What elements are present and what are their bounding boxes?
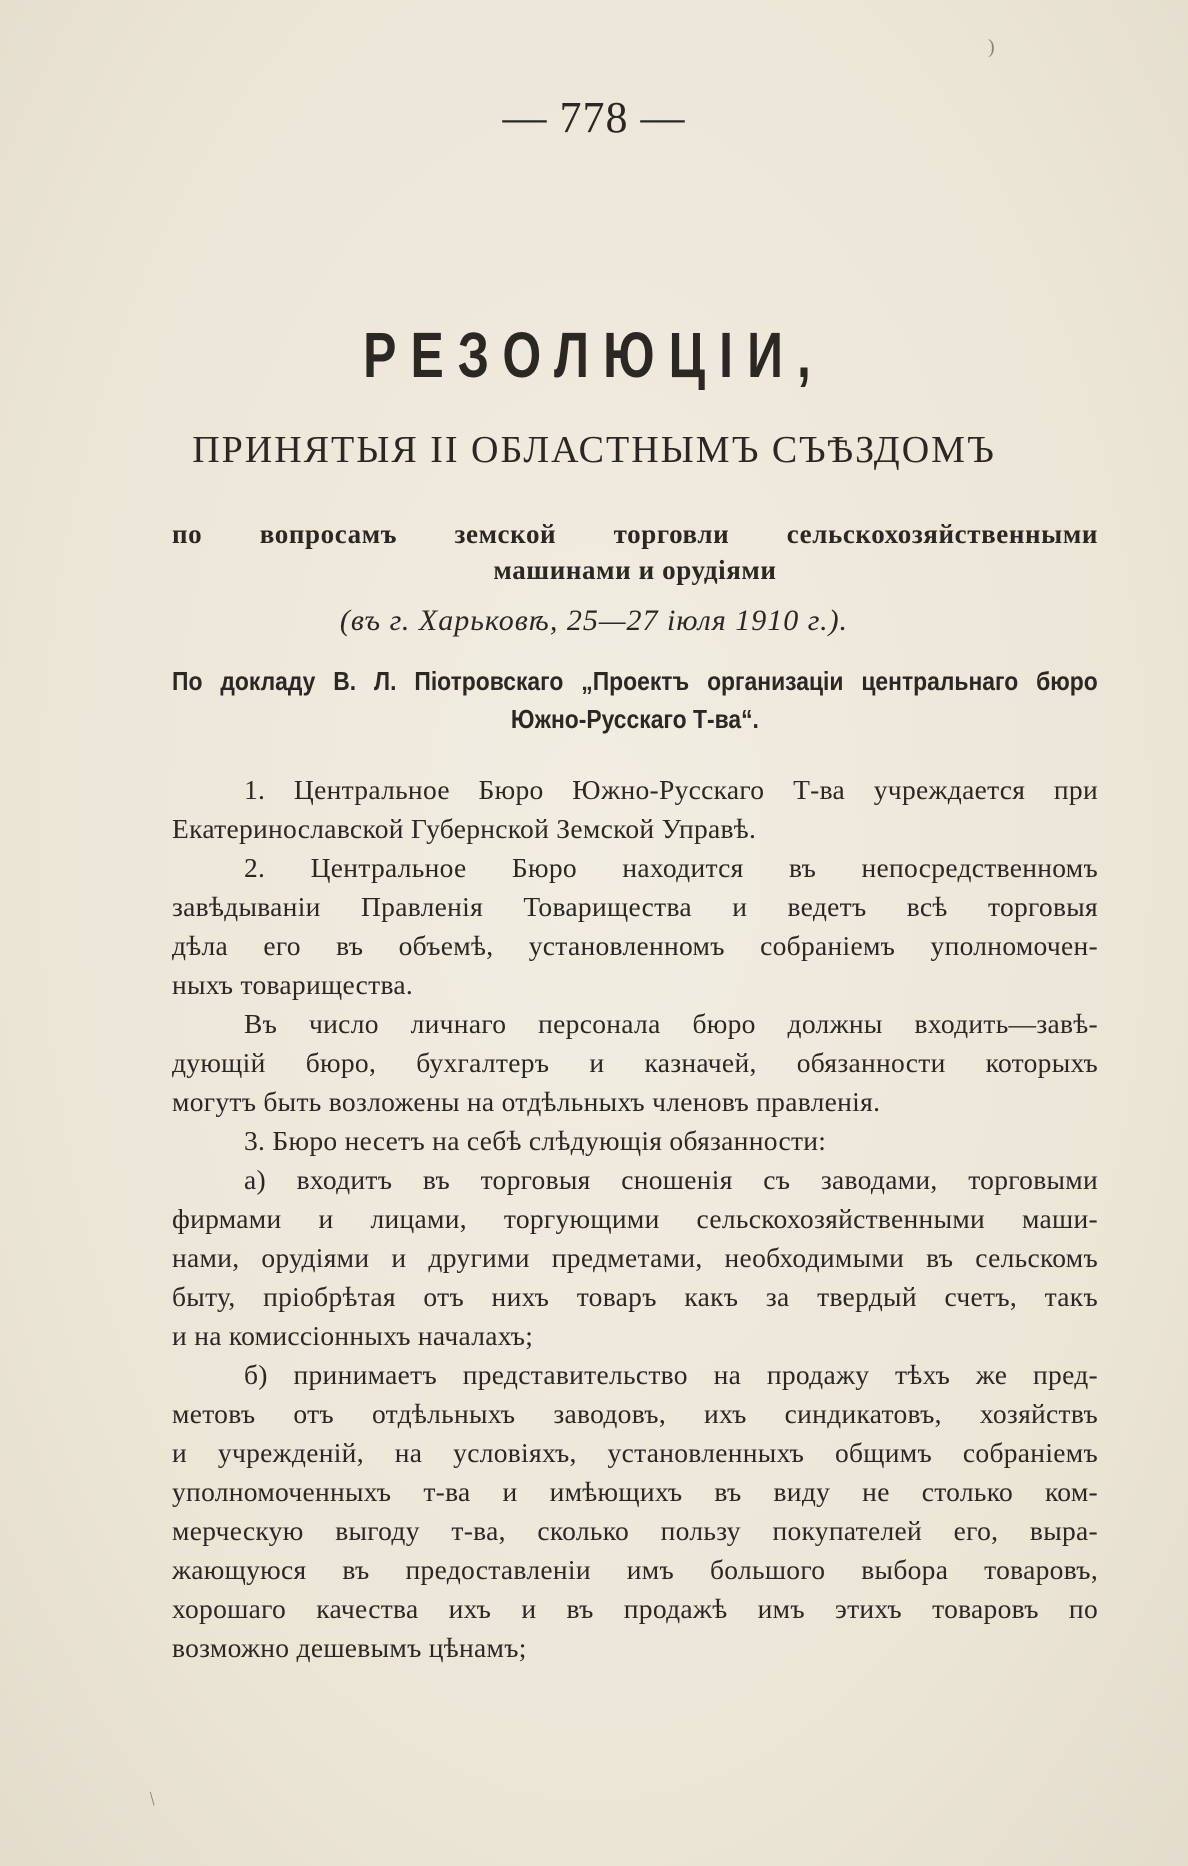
- text-line: 1. Центральное Бюро Южно-Русскаго Т-ва учреждается при: [244, 774, 1098, 805]
- topic-heading: [172, 516, 1098, 588]
- text-line: быту, пріобрѣтая отъ нихъ товаръ какъ за твердый счетъ, такъ: [172, 1281, 1098, 1312]
- page-subtitle: ПРИНЯТЫЯ II ОБЛАСТНЫМЪ СЪѢЗДОМЪ: [192, 429, 996, 471]
- report-heading: [172, 662, 1098, 738]
- place-date: (въ г. Харьковѣ, 25—27 іюля 1910 г.).: [339, 604, 849, 637]
- text-line: 3. Бюро несетъ на себѣ слѣдующія обязанности:: [244, 1125, 827, 1156]
- text-line: б) принимаетъ представительство на продажу тѣхъ же пред-: [244, 1359, 1098, 1390]
- text-line: Въ число личнаго персонала бюро должны входить—завѣ-: [244, 1008, 1098, 1039]
- text-line: метовъ отъ отдѣльныхъ заводовъ, ихъ синдикатовъ, хозяйствъ: [172, 1398, 1098, 1429]
- text-line: хорошаго качества ихъ и въ продажѣ имъ этихъ товаровъ по: [172, 1593, 1098, 1624]
- text-line: Екатеринославской Губернской Земской Управѣ.: [172, 813, 757, 844]
- text-line: уполномоченныхъ т-ва и имѣющихъ въ виду не столько ком-: [172, 1476, 1098, 1507]
- report-line-1: По докладу В. Л. Піотровскаго „Проектъ организаціи центральнаго бюро: [172, 666, 1098, 696]
- text-line: и на комиссіонныхъ началахъ;: [172, 1320, 534, 1351]
- topic-line-2: машинами и орудіями: [493, 555, 777, 585]
- report-line-2: Южно-Русскаго Т-ва“.: [510, 704, 759, 734]
- body-text: [172, 770, 1098, 1667]
- text-line: мерческую выгоду т-ва, сколько пользу покупателей его, выра-: [172, 1515, 1098, 1546]
- page-number: — 778 —: [502, 93, 686, 142]
- text-line: и учрежденій, на условіяхъ, установленныхъ общимъ собраніемъ: [172, 1437, 1098, 1468]
- text-line: а) входитъ въ торговыя сношенія съ заводами, торговыми: [244, 1164, 1098, 1195]
- paper-scratch: /: [143, 1788, 162, 1810]
- text-line: ныхъ товарищества.: [172, 969, 414, 1000]
- text-line: завѣдываніи Правленія Товарищества и ведетъ всѣ торговыя: [172, 891, 1098, 922]
- text-line: дѣла его въ объемѣ, установленномъ собраніемъ уполномочен-: [172, 930, 1098, 961]
- text-line: фирмами и лицами, торгующими сельскохозяйственными маши-: [172, 1203, 1098, 1234]
- text-line: жающуюся въ предоставленіи имъ большого выбора товаровъ,: [172, 1554, 1098, 1585]
- text-line: нами, орудіями и другими предметами, необходимыми въ сельскомъ: [172, 1242, 1098, 1273]
- text-line: 2. Центральное Бюро находится въ непосредственномъ: [244, 852, 1098, 883]
- text-line: могутъ быть возложены на отдѣльныхъ членовъ правленія.: [172, 1086, 881, 1117]
- text-line: возможно дешевымъ цѣнамъ;: [172, 1632, 527, 1663]
- text-line: дующій бюро, бухгалтеръ и казначей, обязанности которыхъ: [172, 1047, 1098, 1078]
- paper-speck: ): [988, 36, 995, 58]
- topic-line-1: по вопросамъ земской торговли сельскохозяйственными: [172, 519, 1098, 549]
- page-title: РЕЗОЛЮЦІИ,: [363, 319, 825, 391]
